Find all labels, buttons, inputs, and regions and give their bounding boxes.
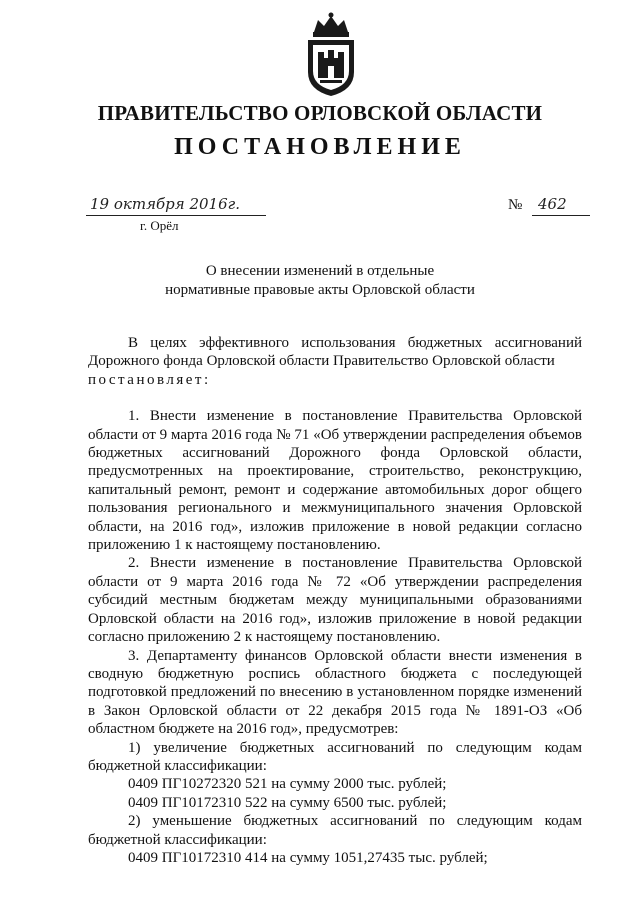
paragraph-2: 2. Внести изменение в постановление Правительства Орловской области от 9 марта 2016 года № 72 «Об утверждении распределения субсидий местным бюджетам между муниципальными образованиями Орловской области на 2016 год», изложив приложение в новой редакции согласно приложению 2 к настоящему постановлению. bbox=[88, 555, 582, 646]
city-label: г. Орёл bbox=[140, 218, 179, 233]
subject-line-2: нормативные правовые акты Орловской области bbox=[165, 282, 475, 298]
paragraph-3-item-1: 1) увеличение бюджетных ассигнований по следующим кодам бюджетной классификации: bbox=[88, 739, 582, 774]
budget-code-1: 0409 ПГ10272320 521 на сумму 2000 тыс. рублей; bbox=[128, 776, 447, 793]
resolves-word: постановляет: bbox=[88, 371, 211, 388]
resolves-line bbox=[88, 371, 582, 389]
handwritten-number: 462 bbox=[538, 195, 567, 213]
document-type-title: ПОСТАНОВЛЕНИЕ bbox=[174, 134, 466, 160]
document-subject bbox=[0, 262, 640, 300]
handwritten-date: 19 октября 2016г. bbox=[90, 195, 240, 213]
intro-paragraph: В целях эффективного использования бюджетных ассигнований Дорожного фонда Орловской области Правительство Орловской области bbox=[88, 335, 582, 370]
date-field bbox=[86, 196, 266, 218]
number-label: № bbox=[508, 197, 523, 213]
subject-line-1: О внесении изменений в отдельные bbox=[205, 263, 435, 279]
budget-code-3: 0409 ПГ10172310 414 на сумму 1051,27435 тыс. рублей; bbox=[128, 849, 488, 866]
number-underline bbox=[532, 215, 590, 216]
number-field bbox=[508, 196, 590, 218]
paragraph-3-item-2: 2) уменьшение бюджетных ассигнований по следующим кодам бюджетной классификации: bbox=[88, 813, 582, 848]
date-underline bbox=[86, 215, 266, 216]
paragraph-1: 1. Внести изменение в постановление Правительства Орловской области от 9 марта 2016 года № 71 «Об утверждении распределения объемов бюджетных ассигнований Дорожного фонда Орловской области, предусмотренных на проектирование, строительство, реконструкцию, капитальный ремонт, ремонт и содержание автомобильных дорог общего пользования регионального и межмуниципального значения Орловской области, на 2016 год», изложив приложение в новой редакции согласно приложению 1 к настоящему постановлению. bbox=[88, 408, 582, 554]
coat-of-arms-icon bbox=[296, 10, 366, 100]
organization-title: ПРАВИТЕЛЬСТВО ОРЛОВСКОЙ ОБЛАСТИ bbox=[97, 101, 543, 125]
paragraph-3: 3. Департаменту финансов Орловской области внести изменения в сводную бюджетную роспись областного бюджета с последующей подготовкой предложений по внесению в установленном порядке изменений в Закон Орловской области от 22 декабря 2015 года № 1891-ОЗ «Об областном бюджете на 2016 год», предусмотрев: bbox=[88, 647, 582, 738]
budget-code-2: 0409 ПГ10172310 522 на сумму 6500 тыс. рублей; bbox=[128, 794, 447, 811]
document-body bbox=[88, 334, 582, 867]
